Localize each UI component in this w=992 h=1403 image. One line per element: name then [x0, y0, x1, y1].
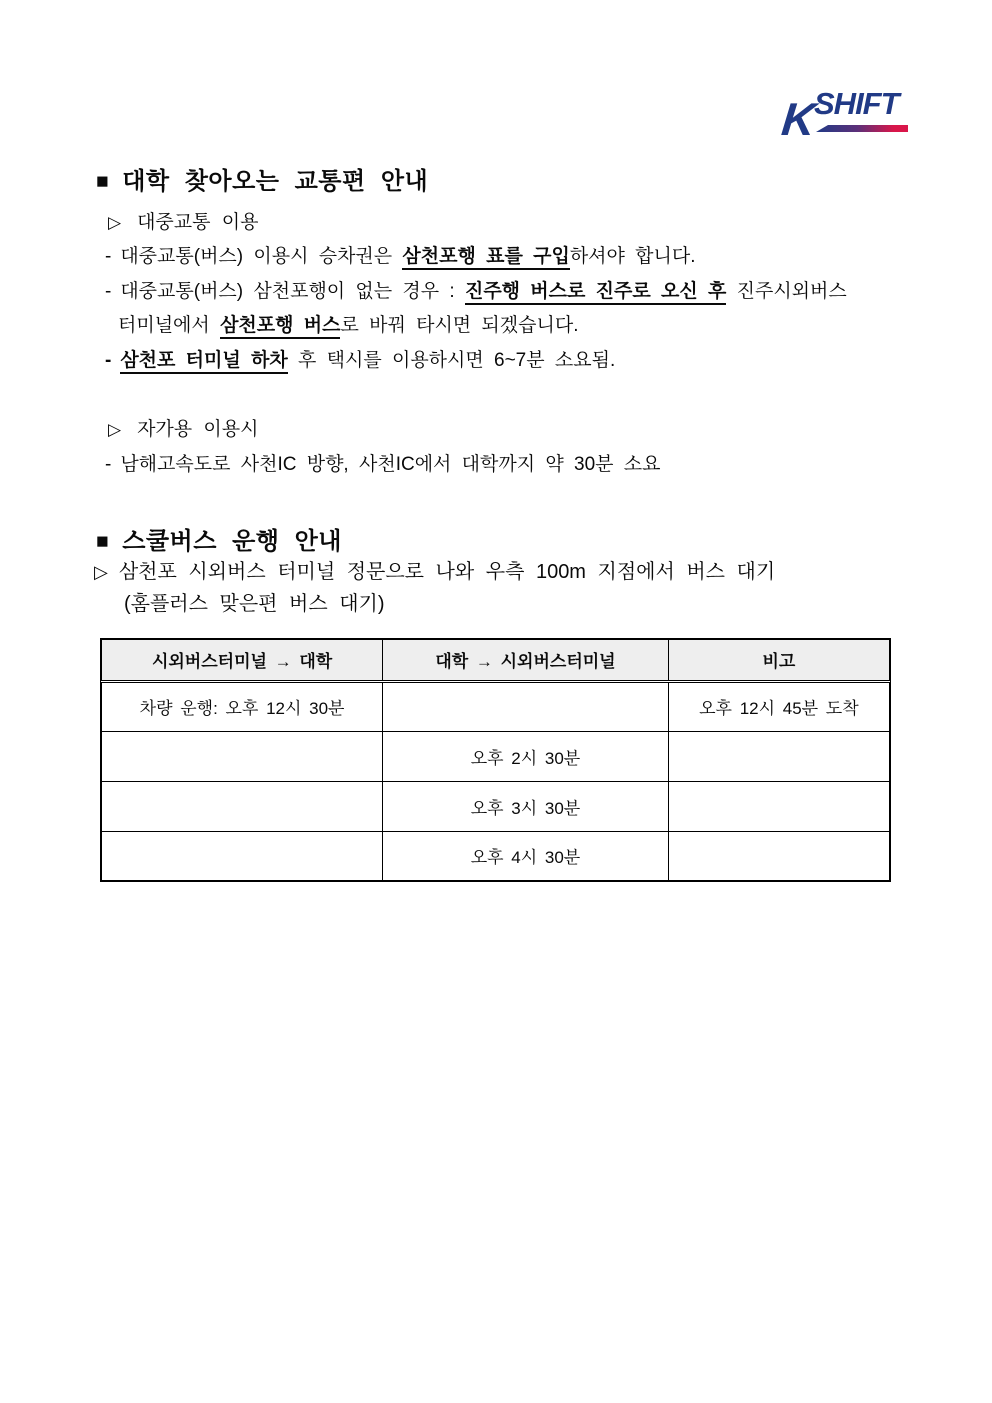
bullet-highway-route [105, 453, 660, 477]
cell-return-330: 오후 3시 30분 [383, 781, 669, 831]
triangle-bullet-icon: ▷ [108, 213, 122, 232]
cell-empty [383, 681, 669, 731]
bullet-transfer-post: 로 바꿔 타시면 되겠습니다. [340, 315, 579, 336]
table-header-univ-to-terminal: 대학 → 시외버스터미널 [383, 639, 669, 681]
bullet-ticket-purchase [105, 245, 696, 269]
dash-bullet-icon: - [105, 454, 112, 475]
table-header-note: 비고 [668, 639, 890, 681]
cell-empty [668, 781, 890, 831]
subhead-public-transport-text: 대중교통 이용 [137, 212, 259, 233]
bullet-transfer-pre: 터미널에서 [118, 315, 221, 336]
section-title-schoolbus-text: 스쿨버스 운행 안내 [122, 528, 342, 555]
bullet-no-direct-post: 진주시외버스 [726, 281, 847, 302]
subhead-private-car [108, 418, 258, 442]
bullet-transfer-emphasis: 삼천포행 버스 [220, 315, 340, 339]
cell-empty [101, 831, 383, 881]
kshift-logo-k-letter: K [779, 93, 818, 145]
triangle-bullet-icon: ▷ [94, 562, 108, 582]
cell-departure-1230: 차량 운행: 오후 12시 30분 [101, 681, 383, 731]
cell-empty [101, 781, 383, 831]
table-header-row [101, 639, 890, 681]
kshift-logo-gradient-bar [816, 125, 908, 132]
bullet-no-direct-bus [105, 280, 847, 304]
bullet-ticket-post: 하셔야 합니다. [569, 246, 696, 267]
bullet-no-direct-emphasis: 진주행 버스로 진주로 오신 후 [465, 281, 726, 305]
bullet-terminal-taxi [105, 349, 615, 373]
cell-return-230: 오후 2시 30분 [383, 731, 669, 781]
cell-return-430: 오후 4시 30분 [383, 831, 669, 881]
subhead-schoolbus-pickup [94, 560, 775, 585]
section-title-schoolbus [96, 527, 342, 557]
table-row [101, 831, 890, 881]
dash-bullet-icon: - [105, 281, 112, 302]
bullet-no-direct-bus-cont [118, 314, 578, 338]
cell-empty [101, 731, 383, 781]
square-bullet-icon: ■ [96, 530, 110, 553]
bus-schedule-table [100, 638, 891, 882]
bullet-ticket-pre: 대중교통(버스) 이용시 승차권은 [120, 246, 403, 267]
bullet-terminal-post: 후 택시를 이용하시면 6~7분 소요됨. [287, 350, 616, 371]
kshift-logo [779, 86, 912, 146]
section-title-transport [96, 167, 428, 197]
dash-bullet-icon: - [105, 350, 112, 371]
dash-bullet-icon: - [105, 246, 112, 267]
subhead-schoolbus-note-text: (홈플러스 맞은편 버스 대기) [124, 593, 385, 615]
table-row [101, 731, 890, 781]
table-row [101, 781, 890, 831]
table-header-terminal-to-univ: 시외버스터미널 → 대학 [101, 639, 383, 681]
cell-empty [668, 731, 890, 781]
cell-empty [668, 831, 890, 881]
kshift-logo-shift-text: SHIFT [814, 86, 899, 121]
subhead-schoolbus-pickup-text: 삼천포 시외버스 터미널 정문으로 나와 우측 100m 지점에서 버스 대기 [118, 561, 776, 583]
bullet-no-direct-pre: 대중교통(버스) 삼천포행이 없는 경우 : [120, 281, 465, 302]
bullet-ticket-emphasis: 삼천포행 표를 구입 [402, 246, 569, 270]
subhead-schoolbus-pickup-note [124, 592, 385, 617]
table-row [101, 681, 890, 731]
section-title-transport-text: 대학 찾아오는 교통편 안내 [122, 168, 429, 195]
bullet-highway-text: 남해고속도로 사천IC 방향, 사천IC에서 대학까지 약 30분 소요 [120, 454, 661, 475]
triangle-bullet-icon: ▷ [108, 420, 122, 439]
bullet-terminal-emphasis: 삼천포 터미널 하차 [120, 350, 287, 374]
subhead-private-car-text: 자가용 이용시 [137, 419, 259, 440]
subhead-public-transport [108, 211, 258, 235]
square-bullet-icon: ■ [96, 170, 110, 193]
cell-arrival-1245: 오후 12시 45분 도착 [668, 681, 890, 731]
